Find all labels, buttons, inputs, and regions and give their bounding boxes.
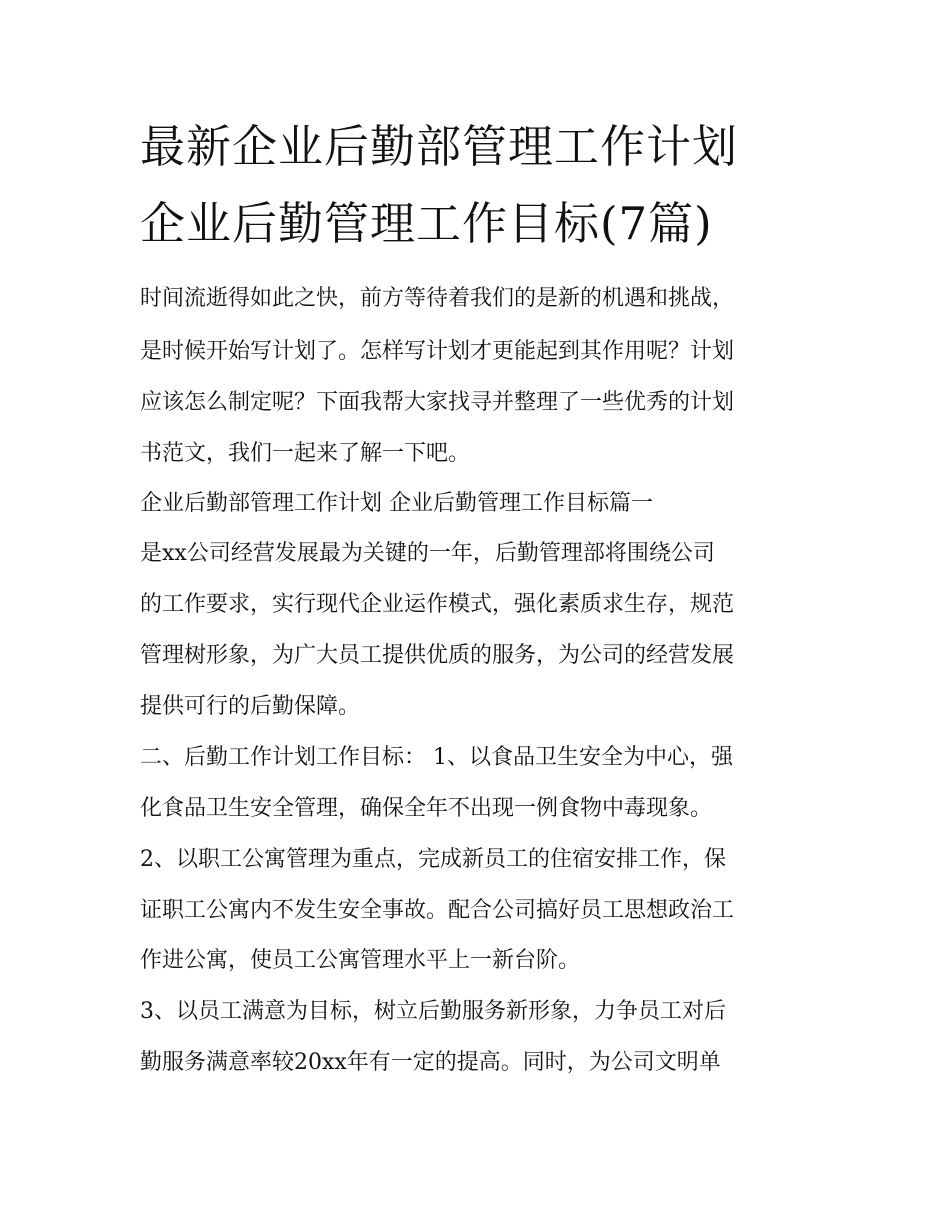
goal-item-line: 化食品卫生安全管理，确保全年不出现一例食物中毒现象。 — [140, 796, 713, 821]
goal-item-line: 3、以员工满意为目标，树立后勤服务新形象，力争员工对后 — [140, 999, 726, 1024]
intro-paragraph-line: 是时候开始写计划了。怎样写计划才更能起到其作用呢？计划 — [140, 339, 735, 364]
body-paragraph-line: 的工作要求，实行现代企业运作模式，强化素质求生存，规范 — [140, 592, 735, 617]
document-title-line-2: 企业后勤管理工作目标(7篇) — [140, 197, 713, 250]
body-paragraph-line: 提供可行的后勤保障。 — [140, 694, 361, 719]
goal-item-line: 勤服务满意率较20xx年有一定的提高。同时，为公司文明单 — [140, 1050, 721, 1075]
goal-item-line: 2、以职工公寓管理为重点，完成新员工的住宿安排工作，保 — [140, 847, 726, 872]
goal-item-line: 证职工公寓内不发生安全事故。配合公司搞好员工思想政治工 — [140, 898, 735, 923]
section-heading: 企业后勤部管理工作计划 企业后勤管理工作目标篇一 — [140, 491, 653, 516]
body-paragraph-line: 是xx公司经营发展最为关键的一年，后勤管理部将围绕公司 — [140, 541, 715, 566]
intro-paragraph-line: 应该怎么制定呢？下面我帮大家找寻并整理了一些优秀的计划 — [140, 390, 735, 415]
document-title-line-1: 最新企业后勤部管理工作计划 — [140, 120, 739, 173]
intro-paragraph-line: 时间流逝得如此之快，前方等待着我们的是新的机遇和挑战， — [140, 286, 735, 311]
intro-paragraph-line: 书范文，我们一起来了解一下吧。 — [140, 441, 471, 466]
goal-item-line: 作进公寓，使员工公寓管理水平上一新台阶。 — [140, 948, 581, 973]
goal-item-line: 二、后勤工作计划工作目标： 1、以食品卫生安全为中心，强 — [140, 745, 733, 770]
body-paragraph-line: 管理树形象，为广大员工提供优质的服务，为公司的经营发展 — [140, 643, 735, 668]
